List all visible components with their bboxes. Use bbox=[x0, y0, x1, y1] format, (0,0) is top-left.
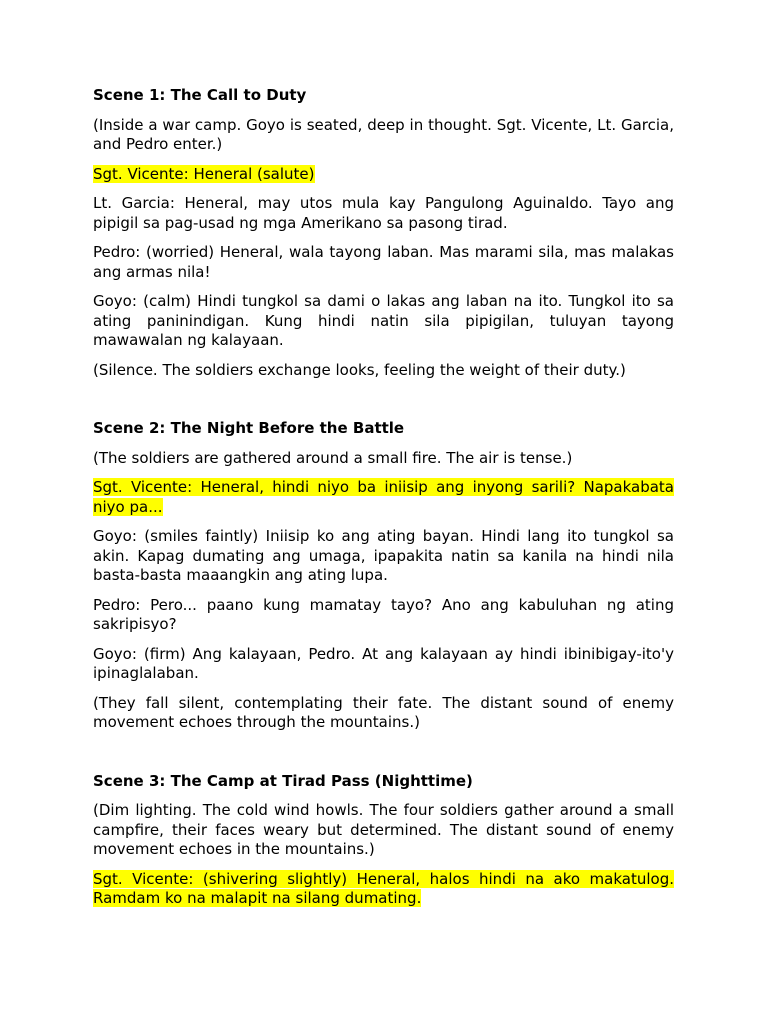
paragraph-text: Goyo: (calm) Hindi tungkol sa dami o lakas ang laban na ito. Tungkol ito sa ating paninindigan. Kung hindi natin sila pipigilan, tuluyan tayong mawawalan ng kalayaan. bbox=[93, 292, 674, 349]
dialogue-line-highlighted bbox=[93, 165, 674, 185]
dialogue-line bbox=[93, 194, 674, 233]
paragraph-text: Pedro: (worried) Heneral, wala tayong laban. Mas marami sila, mas malakas ang armas nila! bbox=[93, 243, 674, 281]
dialogue-line-highlighted bbox=[93, 478, 674, 517]
scene-3 bbox=[93, 772, 674, 909]
paragraph-text: Goyo: (smiles faintly) Iniisip ko ang ating bayan. Hindi lang ito tungkol sa akin. Kapag dumating ang umaga, ipapakita natin sa kanila na hindi nila basta-basta maaangkin ang ating lupa. bbox=[93, 527, 674, 584]
highlighted-text: Sgt. Vicente: (shivering slightly) Heneral, halos hindi na ako makatulog. Ramdam ko na malapit na silang dumating. bbox=[93, 869, 674, 907]
scene-1 bbox=[93, 86, 674, 380]
stage-direction bbox=[93, 694, 674, 733]
stage-direction bbox=[93, 361, 674, 381]
paragraph-text: Lt. Garcia: Heneral, may utos mula kay Pangulong Aguinaldo. Tayo ang pipigil sa pag-usad ng mga Amerikano sa pasong tirad. bbox=[93, 194, 674, 232]
paragraph-text: (Dim lighting. The cold wind howls. The four soldiers gather around a small campfire, their faces weary but determined. The distant sound of enemy movement echoes in the mountains.) bbox=[93, 801, 674, 858]
document-page bbox=[93, 86, 674, 919]
dialogue-line bbox=[93, 243, 674, 282]
dialogue-line bbox=[93, 527, 674, 586]
scene-heading: Scene 3: The Camp at Tirad Pass (Nighttime) bbox=[93, 771, 473, 790]
stage-direction bbox=[93, 449, 674, 469]
stage-direction bbox=[93, 801, 674, 860]
dialogue-line-highlighted bbox=[93, 870, 674, 909]
paragraph-text: Goyo: (firm) Ang kalayaan, Pedro. At ang kalayaan ay hindi ibinibigay-ito'y ipinaglalaban. bbox=[93, 644, 674, 682]
dialogue-line bbox=[93, 645, 674, 684]
dialogue-line bbox=[93, 292, 674, 351]
paragraph-text: (Silence. The soldiers exchange looks, feeling the weight of their duty.) bbox=[93, 360, 626, 379]
dialogue-line bbox=[93, 596, 674, 635]
highlighted-text: Sgt. Vicente: Heneral (salute) bbox=[93, 164, 315, 183]
paragraph-text: (Inside a war camp. Goyo is seated, deep in thought. Sgt. Vicente, Lt. Garcia, and Pedro enter.) bbox=[93, 115, 674, 153]
paragraph-text: Pedro: Pero... paano kung mamatay tayo? Ano ang kabuluhan ng ating sakripisyo? bbox=[93, 595, 674, 633]
paragraph-text: (The soldiers are gathered around a small fire. The air is tense.) bbox=[93, 448, 573, 467]
scene-heading: Scene 1: The Call to Duty bbox=[93, 86, 307, 104]
stage-direction bbox=[93, 116, 674, 155]
paragraph-text: (They fall silent, contemplating their fate. The distant sound of enemy movement echoes through the mountains.) bbox=[93, 693, 674, 731]
highlighted-text: Sgt. Vicente: Heneral, hindi niyo ba iniisip ang inyong sarili? Napakabata niyo pa... bbox=[93, 478, 674, 516]
scene-heading: Scene 2: The Night Before the Battle bbox=[93, 419, 405, 437]
scene-2 bbox=[93, 419, 674, 733]
